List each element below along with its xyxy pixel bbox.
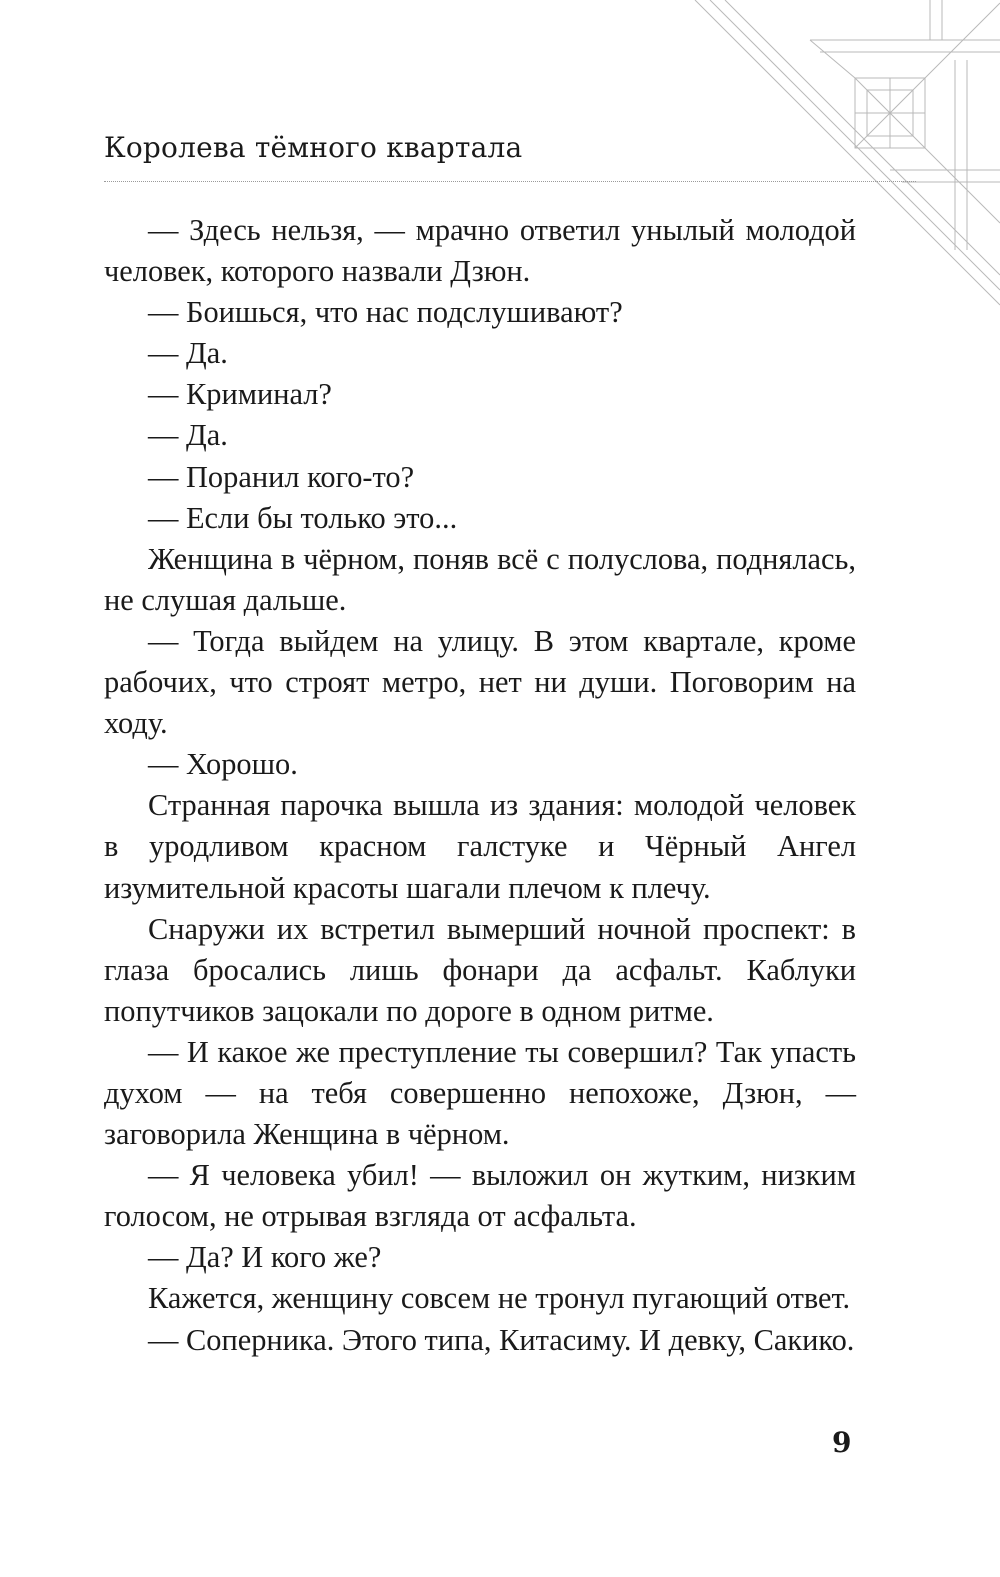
paragraph: — Я человека убил! — выложил он жутким, низким голосом, не отрывая взгляда от асфальта. xyxy=(104,1158,856,1234)
paragraph: — Боишься, что нас подслушивают? xyxy=(148,295,623,330)
paragraph: — Если бы только это... xyxy=(148,500,458,535)
paragraph: — Да? И кого же? xyxy=(148,1240,382,1275)
paragraph: — И какое же преступление ты совершил? Так упасть духом — на тебя совершенно непохоже, Дзюн, — заговорила Женщина в чёрном. xyxy=(104,1034,856,1152)
running-header: Королева тёмного квартала xyxy=(104,131,523,164)
paragraph: — Хорошо. xyxy=(148,747,298,782)
paragraph: — Соперника. Этого типа, Китасиму. И девку, Сакико. xyxy=(148,1322,855,1357)
paragraph: Кажется, женщину совсем не тронул пугающий ответ. xyxy=(148,1281,851,1316)
paragraph: — Криминал? xyxy=(148,377,332,412)
header-divider xyxy=(104,181,916,182)
paragraph: Женщина в чёрном, поняв всё с полуслова, поднялась, не слушая дальше. xyxy=(104,541,856,617)
paragraph: — Поранил кого-то? xyxy=(148,459,415,494)
paragraph: — Здесь нельзя, — мрачно ответил унылый молодой человек, которого назвали Дзюн. xyxy=(104,213,856,289)
body-text xyxy=(104,210,856,1361)
paragraph: — Да. xyxy=(148,418,228,453)
page-number: 9 xyxy=(832,1426,852,1459)
paragraph: — Тогда выйдем на улицу. В этом квартале, кроме рабочих, что строят метро, нет ни души. Поговорим на ходу. xyxy=(104,623,856,741)
paragraph: Снаружи их встретил вымерший ночной проспект: в глаза бросались лишь фонари да асфальт. Каблуки попутчиков зацокали по дороге в одном ритме. xyxy=(104,911,856,1028)
paragraph: Странная парочка вышла из здания: молодой человек в уродливом красном галстуке и Чёрный Ангел изумительной красоты шагали плечом к плечу. xyxy=(104,788,856,905)
paragraph: — Да. xyxy=(148,336,228,371)
